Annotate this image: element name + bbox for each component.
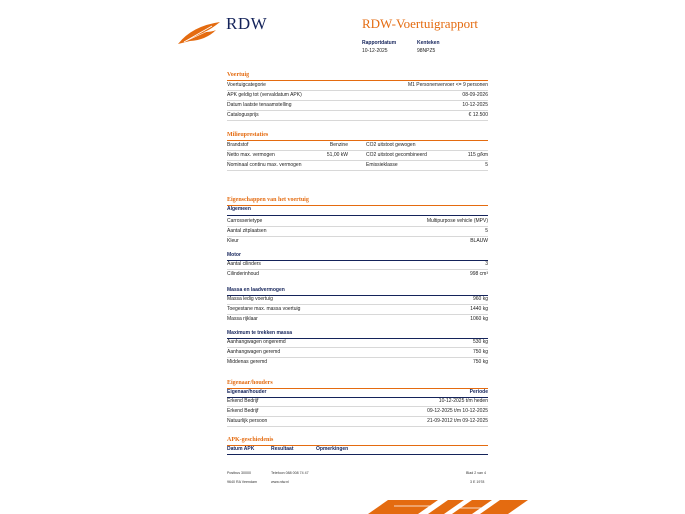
- column-header-periode: Periode: [469, 389, 488, 395]
- table-row: [227, 91, 488, 101]
- row-label: Emissieklasse: [366, 162, 398, 168]
- table-row: [227, 295, 488, 305]
- row-value: 51,00 kW: [326, 152, 348, 158]
- motor-table: [227, 260, 488, 279]
- section-title-milieu: Milieuprestaties: [227, 132, 269, 138]
- row-label: Netto max. vermogen: [227, 152, 275, 158]
- row-label: Aanhangwagen geremd: [227, 349, 281, 355]
- row-label: Aantal zitplaatsen: [227, 228, 267, 234]
- table-row: [227, 237, 488, 246]
- kenteken-value: 98NPZ5: [417, 48, 436, 54]
- row-value: M1 Personenvervoer <= 9 personen: [407, 82, 488, 88]
- rapportdatum-label: Rapportdatum: [362, 40, 397, 46]
- row-label: CO2 uitstoot gewogen: [366, 142, 416, 148]
- row-label: Aantal cilinders: [227, 261, 261, 267]
- milieu-table: [227, 141, 488, 171]
- row-label: CO2 uitstoot gecombineerd: [366, 152, 427, 158]
- row-label: Voertuigcategorie: [227, 82, 266, 88]
- table-row: [227, 315, 488, 324]
- table-row: [227, 141, 488, 151]
- row-value: 1440 kg: [470, 306, 488, 312]
- table-row: [227, 348, 488, 358]
- row-value: 750 kg: [472, 349, 488, 355]
- table-row: [227, 338, 488, 348]
- section-divider: [227, 205, 488, 206]
- table-row: [227, 260, 488, 270]
- row-label: Catalogusprijs: [227, 112, 259, 118]
- table-row: [227, 111, 488, 121]
- table-row: [227, 151, 488, 161]
- row-label: Toegestane max. massa voertuig: [227, 306, 301, 312]
- trekken-table: [227, 338, 488, 367]
- row-label: Erkend Bedrijf: [227, 408, 259, 414]
- row-label: Middenas geremd: [227, 359, 268, 365]
- footer-blad: Blad 2 van 4: [466, 471, 486, 475]
- row-value: 21-09-2012 t/m 09-12-2025: [427, 418, 488, 424]
- row-value: 3: [485, 261, 488, 267]
- section-title-eigenaar: Eigenaar/houders: [227, 380, 273, 386]
- subsection-title-trekken: Maximum te trekken massa: [227, 330, 293, 336]
- row-label: Nominaal continu max. vermogen: [227, 162, 302, 168]
- row-value: 750 kg: [472, 359, 488, 365]
- column-header-datum-apk: Datum APK: [227, 446, 255, 452]
- row-value: 1060 kg: [470, 316, 488, 322]
- row-value: Multipurpose vehicle (MPV): [426, 218, 488, 224]
- rdw-logo-icon: [176, 20, 222, 46]
- footer-plaats: 9640 RA Veendam: [227, 480, 257, 484]
- column-header-resultaat: Resultaat: [271, 446, 294, 452]
- row-value: 10-12-2025: [462, 102, 488, 108]
- table-row: [227, 305, 488, 315]
- row-label: Erkend Bedrijf: [227, 398, 259, 404]
- row-label: Brandstof: [227, 142, 249, 148]
- row-label: Cilinderinhoud: [227, 271, 259, 277]
- row-value: 08-09-2026: [462, 92, 488, 98]
- footer-postbus: Postbus 30000: [227, 471, 251, 475]
- table-row: [227, 217, 488, 227]
- row-value: 530 kg: [472, 339, 488, 345]
- massa-table: [227, 295, 488, 324]
- row-value: 960 kg: [472, 296, 488, 302]
- row-label: Massa ledig voertuig: [227, 296, 273, 302]
- row-value: 5: [485, 228, 488, 234]
- row-label: Aanhangwagen ongeremd: [227, 339, 286, 345]
- row-label: Massa rijklaar: [227, 316, 258, 322]
- row-value: 10-12-2025 t/m heden: [438, 398, 488, 404]
- kenteken-label: Kenteken: [417, 40, 440, 46]
- report-title: RDW-Voertuigrapport: [362, 16, 479, 31]
- row-label: Natuurlijk persoon: [227, 418, 268, 424]
- table-row: [227, 358, 488, 367]
- section-title-voertuig: Voertuig: [227, 72, 250, 78]
- subsection-title-massa: Massa en laadvermogen: [227, 287, 285, 293]
- row-value: € 12.500: [468, 112, 488, 118]
- voertuig-table: [227, 81, 488, 121]
- rapportdatum-value: 10-12-2025: [362, 48, 388, 54]
- footer-stripes-icon: [368, 498, 528, 514]
- row-label: APK geldig tot (vervaldatum APK): [227, 92, 302, 98]
- row-value: 5: [485, 162, 488, 168]
- table-row: [227, 81, 488, 91]
- subsection-divider: [227, 215, 488, 216]
- section-title-apk: APK-geschiedenis: [227, 437, 274, 443]
- footer-code: 3 E 1978: [470, 480, 485, 484]
- column-header-opmerkingen: Opmerkingen: [316, 446, 349, 452]
- subsection-title-motor: Motor: [227, 252, 241, 258]
- brand-name: RDW: [226, 14, 268, 33]
- row-value: Benzine: [329, 142, 348, 148]
- row-label: Carrosserietype: [227, 218, 263, 224]
- subsection-divider: [227, 454, 488, 455]
- row-value: 998 cm³: [469, 271, 488, 277]
- row-label: Datum laatste tenaamstelling: [227, 102, 292, 108]
- footer-web: www.rdw.nl: [271, 480, 289, 484]
- row-value: 09-12-2025 t/m 10-12-2025: [427, 408, 488, 414]
- eigenaar-table: [227, 397, 488, 427]
- section-title-eigenschappen: Eigenschappen van het voertuig: [227, 197, 309, 203]
- table-row: [227, 161, 488, 171]
- row-value: 115 g/km: [467, 152, 488, 158]
- table-row: [227, 397, 488, 407]
- table-row: [227, 407, 488, 417]
- table-row: [227, 101, 488, 111]
- footer-telefoon: Telefoon 088 008 74 47: [271, 471, 309, 475]
- table-row: [227, 270, 488, 279]
- row-value: BLAUW: [470, 238, 488, 244]
- table-row: [227, 417, 488, 427]
- subsection-title-algemeen: Algemeen: [227, 206, 251, 212]
- section-divider: [227, 445, 488, 446]
- algemeen-table: [227, 217, 488, 246]
- row-label: Kleur: [227, 238, 239, 244]
- column-header-eigenaar: Eigenaar/houder: [227, 389, 267, 395]
- table-row: [227, 227, 488, 237]
